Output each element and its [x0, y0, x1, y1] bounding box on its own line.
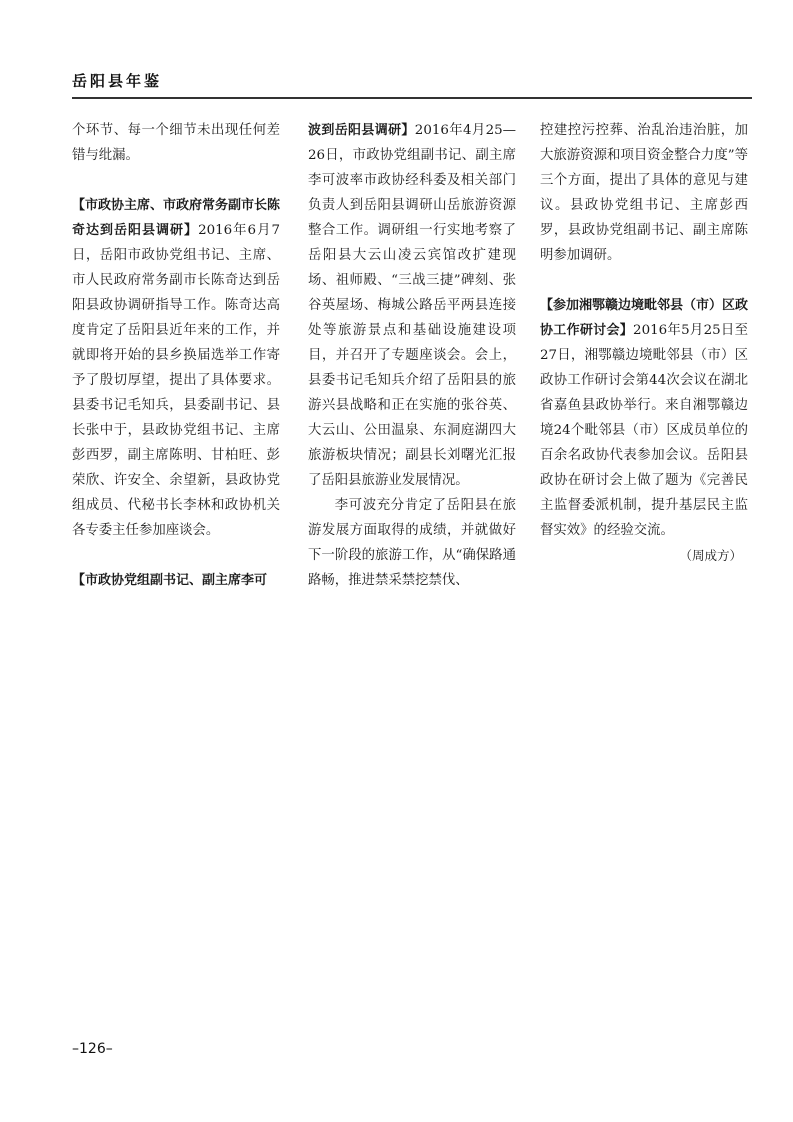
column-2: [308, 118, 516, 593]
page-number: –126–: [72, 1041, 113, 1057]
author-signature: （周成方）: [679, 548, 742, 563]
article-heading: 【市政协党组副书记、副主席李可: [72, 573, 268, 588]
continued-text: 个环节、每一个细节未出现任何差错与纰漏。: [72, 123, 280, 163]
column-3: [540, 118, 748, 568]
article-body-continued: 控建控污控葬、治乱治违治脏，加大旅游资源和项目资金整合力度”等三个方面，提出了具体的意见与建议。县政协党组书记、主席彭西罗，县政协党组副书记、副主席陈明参加调研。: [540, 123, 748, 263]
article-body: 2016年5月25日至27日，湘鄂赣边境毗邻县（市）区政协工作研讨会第44次会议在湖北省嘉鱼县政协举行。来自湘鄂赣边境24个毗邻县（市）区成员单位的百余名政协代表参加会议。岳阳县政协在研讨会上做了题为《完善民主监督委派机制，提升基层民主监督实效》的经验交流。: [540, 323, 748, 538]
article-heading: 波到岳阳县调研】: [308, 123, 415, 138]
article-body: 2016年6月7日，岳阳市政协党组书记、主席、市人民政府常务副市长陈奇达到岳阳县政协调研指导工作。陈奇达高度肯定了岳阳县近年来的工作，并就即将开始的县乡换届选举工作寄予了殷切厚望，提出了具体要求。县委书记毛知兵，县委副书记、县长张中于，县政协党组书记、主席彭西罗，副主席陈明、甘柏旺、彭荣欣、许安全、余望新，县政协党组成员、代秘书长李林和政协机关各专委主任参加座谈会。: [72, 223, 280, 538]
article-heading-lkb-part1: [72, 568, 280, 593]
yearbook-header-title: 岳阳县年鉴: [72, 72, 163, 90]
article-heading: 【参加湘鄂赣边境毗邻县（市）区政协工作研讨会】: [540, 298, 749, 338]
article-marches-chenqida: [72, 193, 280, 543]
article-border-seminar: [540, 293, 748, 543]
article-body-paragraph: 李可波充分肯定了岳阳县在旅游发展方面取得的成绩，并就做好下一阶段的旅游工作，从“确保路通路畅，推进禁采禁挖禁伐、: [308, 498, 516, 588]
article-heading: 【市政协主席、市政府常务副市长陈奇达到岳阳县调研】: [72, 198, 281, 238]
column-1: [72, 118, 280, 593]
header-divider: [72, 97, 752, 99]
article-likebo: [308, 118, 516, 493]
article-body: 2016年4月25—26日，市政协党组副书记、副主席李可波率市政协经科委及相关部门负责人到岳阳县调研山岳旅游资源整合工作。调研组一行实地考察了岳阳县大云山凌云宾馆改扩建现场、祖师殿、“三战三捷”碑刻、张谷英屋场、梅城公路岳平两县连接处等旅游景点和基础设施建设项目，并召开了专题座谈会。会上，县委书记毛知兵介绍了岳阳县的旅游兴县战略和正在实施的张谷英、大云山、公田温泉、东洞庭湖四大旅游板块情况；副县长刘曙光汇报了岳阳县旅游业发展情况。: [308, 123, 516, 488]
